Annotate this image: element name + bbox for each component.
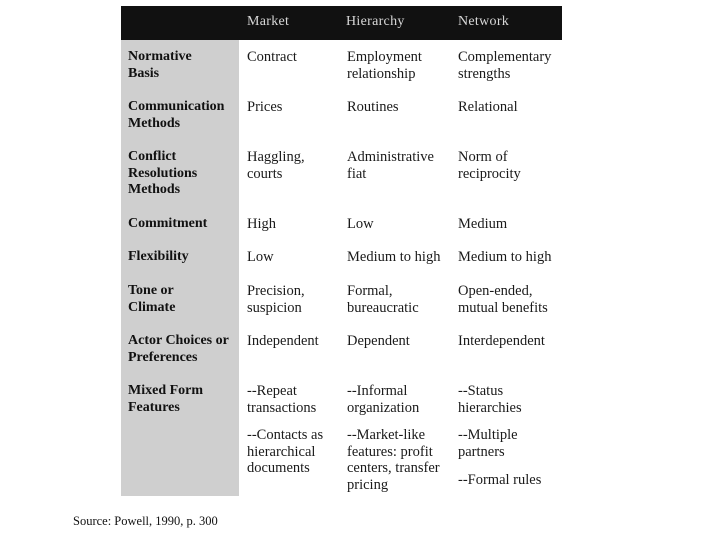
row-label-tone-or-climate: Tone or Climate xyxy=(128,283,176,315)
cell-network: Medium to high xyxy=(458,249,552,265)
cell-market: Prices xyxy=(247,99,283,115)
cell-hierarchy: Medium to high xyxy=(347,249,441,265)
cell-hierarchy: Routines xyxy=(347,99,399,115)
comparison-table xyxy=(121,6,562,496)
cell-hierarchy: Low xyxy=(347,216,374,232)
table-header xyxy=(121,6,562,40)
row-label-mixed-form: Mixed Form Features xyxy=(128,383,204,415)
cell-market-2: --Contacts as hierarchical documents xyxy=(247,427,324,476)
cell-hierarchy-2: --Market-like features: profit centers, transfer pricing xyxy=(347,427,440,493)
header-market: Market xyxy=(247,14,290,29)
cell-hierarchy: Dependent xyxy=(347,333,410,349)
cell-market: Independent xyxy=(247,333,319,349)
row-label-commitment: Commitment xyxy=(128,216,208,231)
cell-market: --Repeat transactions xyxy=(247,383,317,416)
cell-market: Low xyxy=(247,249,274,265)
cell-hierarchy: --Informal organization xyxy=(347,383,420,416)
source-citation: Source: Powell, 1990, p. 300 xyxy=(73,514,218,528)
row-label-flexibility: Flexibility xyxy=(128,249,189,264)
cell-market: Contract xyxy=(247,49,297,65)
cell-network: Relational xyxy=(458,99,518,115)
row-label-communication-methods: Communication Methods xyxy=(128,99,225,131)
cell-network: --Status hierarchies xyxy=(458,383,522,416)
cell-network: Medium xyxy=(458,216,508,232)
cell-network: Open-ended, mutual benefits xyxy=(458,283,548,316)
cell-market: Haggling, courts xyxy=(247,149,305,182)
cell-hierarchy: Employment relationship xyxy=(347,49,422,82)
row-label-normative-basis: Normative Basis xyxy=(128,49,192,81)
header-hierarchy: Hierarchy xyxy=(346,14,405,29)
cell-network: Complementary strengths xyxy=(458,49,552,82)
cell-hierarchy: Formal, bureaucratic xyxy=(347,283,419,316)
row-label-conflict-resolutions: Conflict Resolutions Methods xyxy=(128,149,198,197)
cell-hierarchy: Administrative fiat xyxy=(347,149,434,182)
cell-network-3: --Formal rules xyxy=(458,472,542,488)
cell-network: Interdependent xyxy=(458,333,545,349)
header-network: Network xyxy=(458,14,510,29)
cell-network-2: --Multiple partners xyxy=(458,427,518,460)
cell-network: Norm of reciprocity xyxy=(458,149,521,182)
row-label-actor-choices: Actor Choices or Preferences xyxy=(128,333,229,365)
cell-market: High xyxy=(247,216,276,232)
cell-market: Precision, suspicion xyxy=(247,283,305,316)
